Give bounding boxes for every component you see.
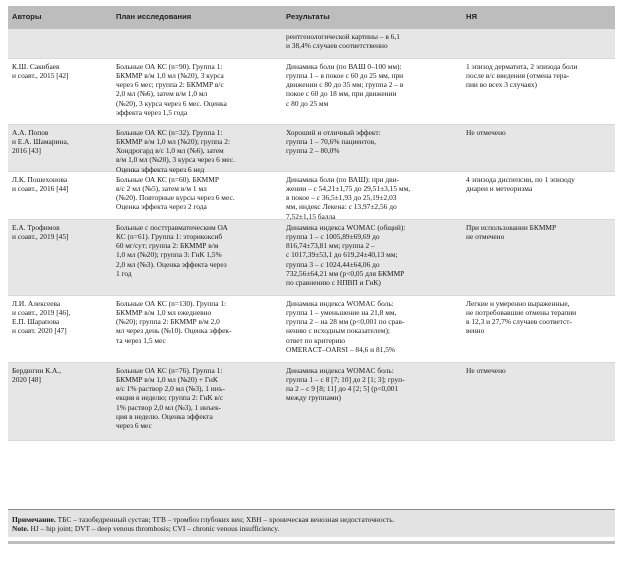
cell-line: БКММР в/м 1,0 мл ежедневно bbox=[116, 308, 212, 318]
results-cell bbox=[282, 296, 462, 362]
cell-line: с 1017,39±53,1 до 619,24±40,13 мм; bbox=[286, 250, 398, 260]
plan-cell bbox=[112, 125, 282, 174]
cell-line: группа 2 – 80,0% bbox=[286, 146, 340, 156]
table-notes bbox=[8, 509, 615, 537]
cell-line: группа 1 – уменьшение на 21,8 мм, bbox=[286, 308, 397, 318]
authors-cell bbox=[8, 125, 112, 171]
plan-cell bbox=[112, 59, 282, 124]
cell-line: и 38,4% случаев соответственно bbox=[286, 41, 388, 51]
cell-line: При использовании БКММР bbox=[466, 223, 557, 232]
adverse-events-cell bbox=[462, 59, 615, 124]
results-cell bbox=[282, 172, 462, 219]
cell-line: Хондрогард в/с 1,0 мл (№6), затем bbox=[116, 146, 224, 156]
cell-line: Оценка эффекта через 2 года bbox=[116, 202, 207, 212]
cell-line: рентгенологической картины – в 6,1 bbox=[286, 32, 400, 41]
cell-line: БКММР в/м 1,0 мл (№20), 3 курса bbox=[116, 71, 224, 81]
cell-line: группа 3 – с 1024,44±64,06 до bbox=[286, 259, 380, 269]
studies-table bbox=[8, 6, 615, 441]
adverse-events-cell bbox=[462, 220, 615, 295]
cell-line: и соавт. 2020 [47] bbox=[12, 326, 67, 336]
cell-line: екция в неделю; группа 2: ГнК в/с bbox=[116, 393, 224, 403]
cell-line: Не отмечено bbox=[466, 128, 506, 137]
cell-line: Динамика боли (по ВАШ): при дви- bbox=[286, 175, 400, 184]
table-row bbox=[8, 125, 615, 172]
cell-line: венно bbox=[466, 326, 485, 336]
cell-line: Динамика индекса WOMAC (общий): bbox=[286, 223, 406, 232]
cell-line: 2,0 мл (№3). Оценка эффекта через bbox=[116, 259, 227, 269]
table-body bbox=[8, 29, 615, 441]
cell-line: в 12,3 и 27,7% случаев соответст- bbox=[466, 317, 572, 327]
cell-line: 7,52±1,15 балла bbox=[286, 211, 336, 221]
cell-line: Динамика индекса WOMAC боль: bbox=[286, 299, 394, 308]
cell-line: БКММР в/м 1,0 мл (№20); группа 2: bbox=[116, 137, 231, 147]
note-ru bbox=[12, 515, 611, 524]
cell-line: мм, индекс Лекена: с 13,97±2,56 до bbox=[286, 202, 397, 212]
cell-line: в/м 1,0 мл (№20), 3 курса через 6 мес. bbox=[116, 155, 235, 165]
cell-line: 1% раствор 2,0 мл (№3), 1 инъек- bbox=[116, 402, 222, 412]
results-cell bbox=[282, 59, 462, 124]
header-adverse-events: НЯ bbox=[466, 12, 477, 21]
note-en-label: Note. bbox=[12, 524, 29, 534]
cell-line: диареи и метеоризма bbox=[466, 184, 533, 194]
plan-cell bbox=[112, 363, 282, 440]
adverse-events-cell bbox=[462, 29, 615, 58]
cell-line: Больные ОА КС (n=76). Группа 1: bbox=[116, 366, 223, 375]
cell-line: 60 мг/сут; группа 2: БКММР в/м bbox=[116, 241, 219, 251]
cell-line: мл через день (№10). Оценка эффек- bbox=[116, 326, 232, 336]
cell-line: 732,56±64,21 мм (p<0,05 для БКММР bbox=[286, 268, 405, 278]
cell-line: по сравнению с НПВП и ГнК) bbox=[286, 277, 381, 287]
cell-line: Л.И. Алексеева bbox=[12, 299, 61, 308]
results-cell bbox=[282, 220, 462, 295]
table-row bbox=[8, 172, 615, 220]
adverse-events-cell bbox=[462, 296, 615, 362]
cell-line: нению с исходным показателем); bbox=[286, 326, 390, 336]
cell-line: Е.А. Трофимов bbox=[12, 223, 60, 232]
cell-line: К.Ш. Сакибаев bbox=[12, 62, 60, 71]
header-study-plan: План исследования bbox=[116, 12, 192, 21]
authors-cell bbox=[8, 29, 112, 58]
cell-line: и соавт., 2019 [46], bbox=[12, 308, 71, 318]
cell-line: через 6 мес bbox=[116, 420, 152, 430]
results-cell bbox=[282, 363, 462, 440]
cell-line: Больные ОА КС (n=60). БКММР bbox=[116, 175, 219, 184]
cell-line: Больные с посттравматическим ОА bbox=[116, 223, 228, 232]
table-row bbox=[8, 363, 615, 441]
cell-line: (№20); группа 2: БКММР в/м 2,0 bbox=[116, 317, 220, 327]
cell-line: та через 1,5 мес bbox=[116, 335, 166, 345]
cell-line: 816,74±73,81 мм; группа 2 – bbox=[286, 241, 375, 251]
header-authors: Авторы bbox=[12, 12, 42, 21]
cell-line: и соавт., 2016 [44] bbox=[12, 184, 69, 194]
cell-line: Л.К. Пошеxонова bbox=[12, 175, 68, 184]
cell-line: группа 1 – в покое с 60 до 25 мм, при bbox=[286, 71, 404, 81]
cell-line: КС (n=61). Группа 1: эторикоксиб bbox=[116, 232, 223, 242]
cell-line: и Е.А. Шамарина, bbox=[12, 137, 69, 147]
cell-line: (№20). Повторные курсы через 6 мес. bbox=[116, 193, 235, 203]
cell-line: группа 2 – на 28 мм (p<0,001 по срав- bbox=[286, 317, 405, 327]
cell-line: 2016 [43] bbox=[12, 146, 41, 156]
results-cell bbox=[282, 29, 462, 58]
plan-cell bbox=[112, 29, 282, 58]
cell-line: 1 год bbox=[116, 268, 132, 278]
results-cell bbox=[282, 125, 462, 171]
plan-cell bbox=[112, 172, 282, 219]
plan-cell bbox=[112, 296, 282, 362]
cell-line: движении с 80 до 35 мм; группа 2 – в bbox=[286, 80, 404, 90]
cell-line: не потребовавшие отмены терапии bbox=[466, 308, 577, 318]
cell-line: 2,0 мл (№6), затем в/м 1,0 мл bbox=[116, 89, 208, 99]
cell-line: покое с 60 до 18 мм, при движении bbox=[286, 89, 397, 99]
cell-line: Больные ОА КС (n=90). Группа 1: bbox=[116, 62, 223, 71]
authors-cell bbox=[8, 59, 112, 124]
cell-line: 2020 [48] bbox=[12, 375, 41, 385]
cell-line: Е.П. Шарапова bbox=[12, 317, 60, 327]
authors-cell bbox=[8, 172, 112, 219]
table-header-row bbox=[8, 6, 615, 29]
cell-line: в/с 2 мл (№5), затем в/м 1 мл bbox=[116, 184, 207, 194]
cell-line: 1 эпизод дерматита, 2 эпизода боли bbox=[466, 62, 578, 71]
cell-line: группа 1 – с 1005,89±69,69 до bbox=[286, 232, 380, 242]
plan-cell bbox=[112, 220, 282, 295]
cell-line: Динамика боли (по ВАШ 0–100 мм): bbox=[286, 62, 402, 71]
cell-line: ция в неделю. Оценка эффекта bbox=[116, 411, 213, 421]
cell-line: Бердюгин К.А., bbox=[12, 366, 62, 375]
note-ru-text: ТБС – тазобедренный сустав; ТГВ – тромбоз глубоких вен; ХВН – хроническая венозная недостаточность. bbox=[57, 515, 395, 524]
cell-line: А.А. Попов bbox=[12, 128, 49, 137]
table-row bbox=[8, 220, 615, 296]
header-results: Результаты bbox=[286, 12, 330, 21]
adverse-events-cell bbox=[462, 172, 615, 219]
adverse-events-cell bbox=[462, 125, 615, 171]
cell-line: и соавт., 2015 [42] bbox=[12, 71, 69, 81]
authors-cell bbox=[8, 220, 112, 295]
cell-line: Легкие и умеренно выраженные, bbox=[466, 299, 570, 308]
bottom-rule bbox=[8, 541, 615, 544]
cell-line: группа 1 – 70,6% пациентов, bbox=[286, 137, 376, 147]
cell-line: не отмечено bbox=[466, 232, 505, 242]
table-row bbox=[8, 296, 615, 363]
cell-line: Больные ОА КС (n=130). Группа 1: bbox=[116, 299, 227, 308]
cell-line: Оценка эффекта через 6 нед bbox=[116, 164, 205, 174]
cell-line: в/с 1% раствор 2,0 мл (№3), 1 инъ- bbox=[116, 384, 225, 394]
note-ru-label: Примечание. bbox=[12, 515, 56, 524]
cell-line: группа 1 – с 8 [7; 10] до 2 [1; 3]; груп- bbox=[286, 375, 405, 385]
cell-line: Хороший и отличный эффект: bbox=[286, 128, 381, 137]
cell-line: и соавт., 2019 [45] bbox=[12, 232, 69, 242]
note-en-text: HJ – hip joint; DVT – deep venous thrombosis; CVI – chronic venous insufficiency. bbox=[30, 524, 280, 534]
cell-line: Не отмечено bbox=[466, 366, 506, 375]
table-row bbox=[8, 59, 615, 125]
table-row bbox=[8, 29, 615, 59]
authors-cell bbox=[8, 363, 112, 440]
cell-line: па 2 – с 9 [8; 11] до 4 [2; 5] (p<0,001 bbox=[286, 384, 399, 394]
cell-line: после в/с введения (отмена тера- bbox=[466, 71, 570, 81]
note-en bbox=[12, 524, 611, 533]
cell-line: 4 эпизода диспепсии, по 1 эпизоду bbox=[466, 175, 575, 184]
cell-line: пии во всех 3 случаях) bbox=[466, 80, 537, 90]
cell-line: между группами) bbox=[286, 393, 341, 403]
cell-line: БКММР в/м 1,0 мл (№20) + ГнК bbox=[116, 375, 218, 385]
cell-line: в покое – с 36,5±1,93 до 25,19±2,03 bbox=[286, 193, 397, 203]
cell-line: Больные ОА КС (n=32). Группа 1: bbox=[116, 128, 223, 137]
authors-cell bbox=[8, 296, 112, 362]
cell-line: жении – с 54,21±1,75 до 29,51±3,15 мм, bbox=[286, 184, 411, 194]
adverse-events-cell bbox=[462, 363, 615, 440]
cell-line: (№20), 3 курса через 6 мес. Оценка bbox=[116, 98, 227, 108]
cell-line: через 6 мес; группа 2: БКММР в/с bbox=[116, 80, 224, 90]
cell-line: OMERACT–OARSI – 84,6 и 81,5% bbox=[286, 344, 396, 354]
cell-line: ответ по критерию bbox=[286, 335, 346, 345]
cell-line: с 80 до 25 мм bbox=[286, 98, 329, 108]
cell-line: 1,0 мл (№20); группа 3: ГнК 1,5% bbox=[116, 250, 222, 260]
cell-line: Динамика индекса WOMAC боль: bbox=[286, 366, 394, 375]
cell-line: эффекта через 1,5 года bbox=[116, 107, 188, 117]
